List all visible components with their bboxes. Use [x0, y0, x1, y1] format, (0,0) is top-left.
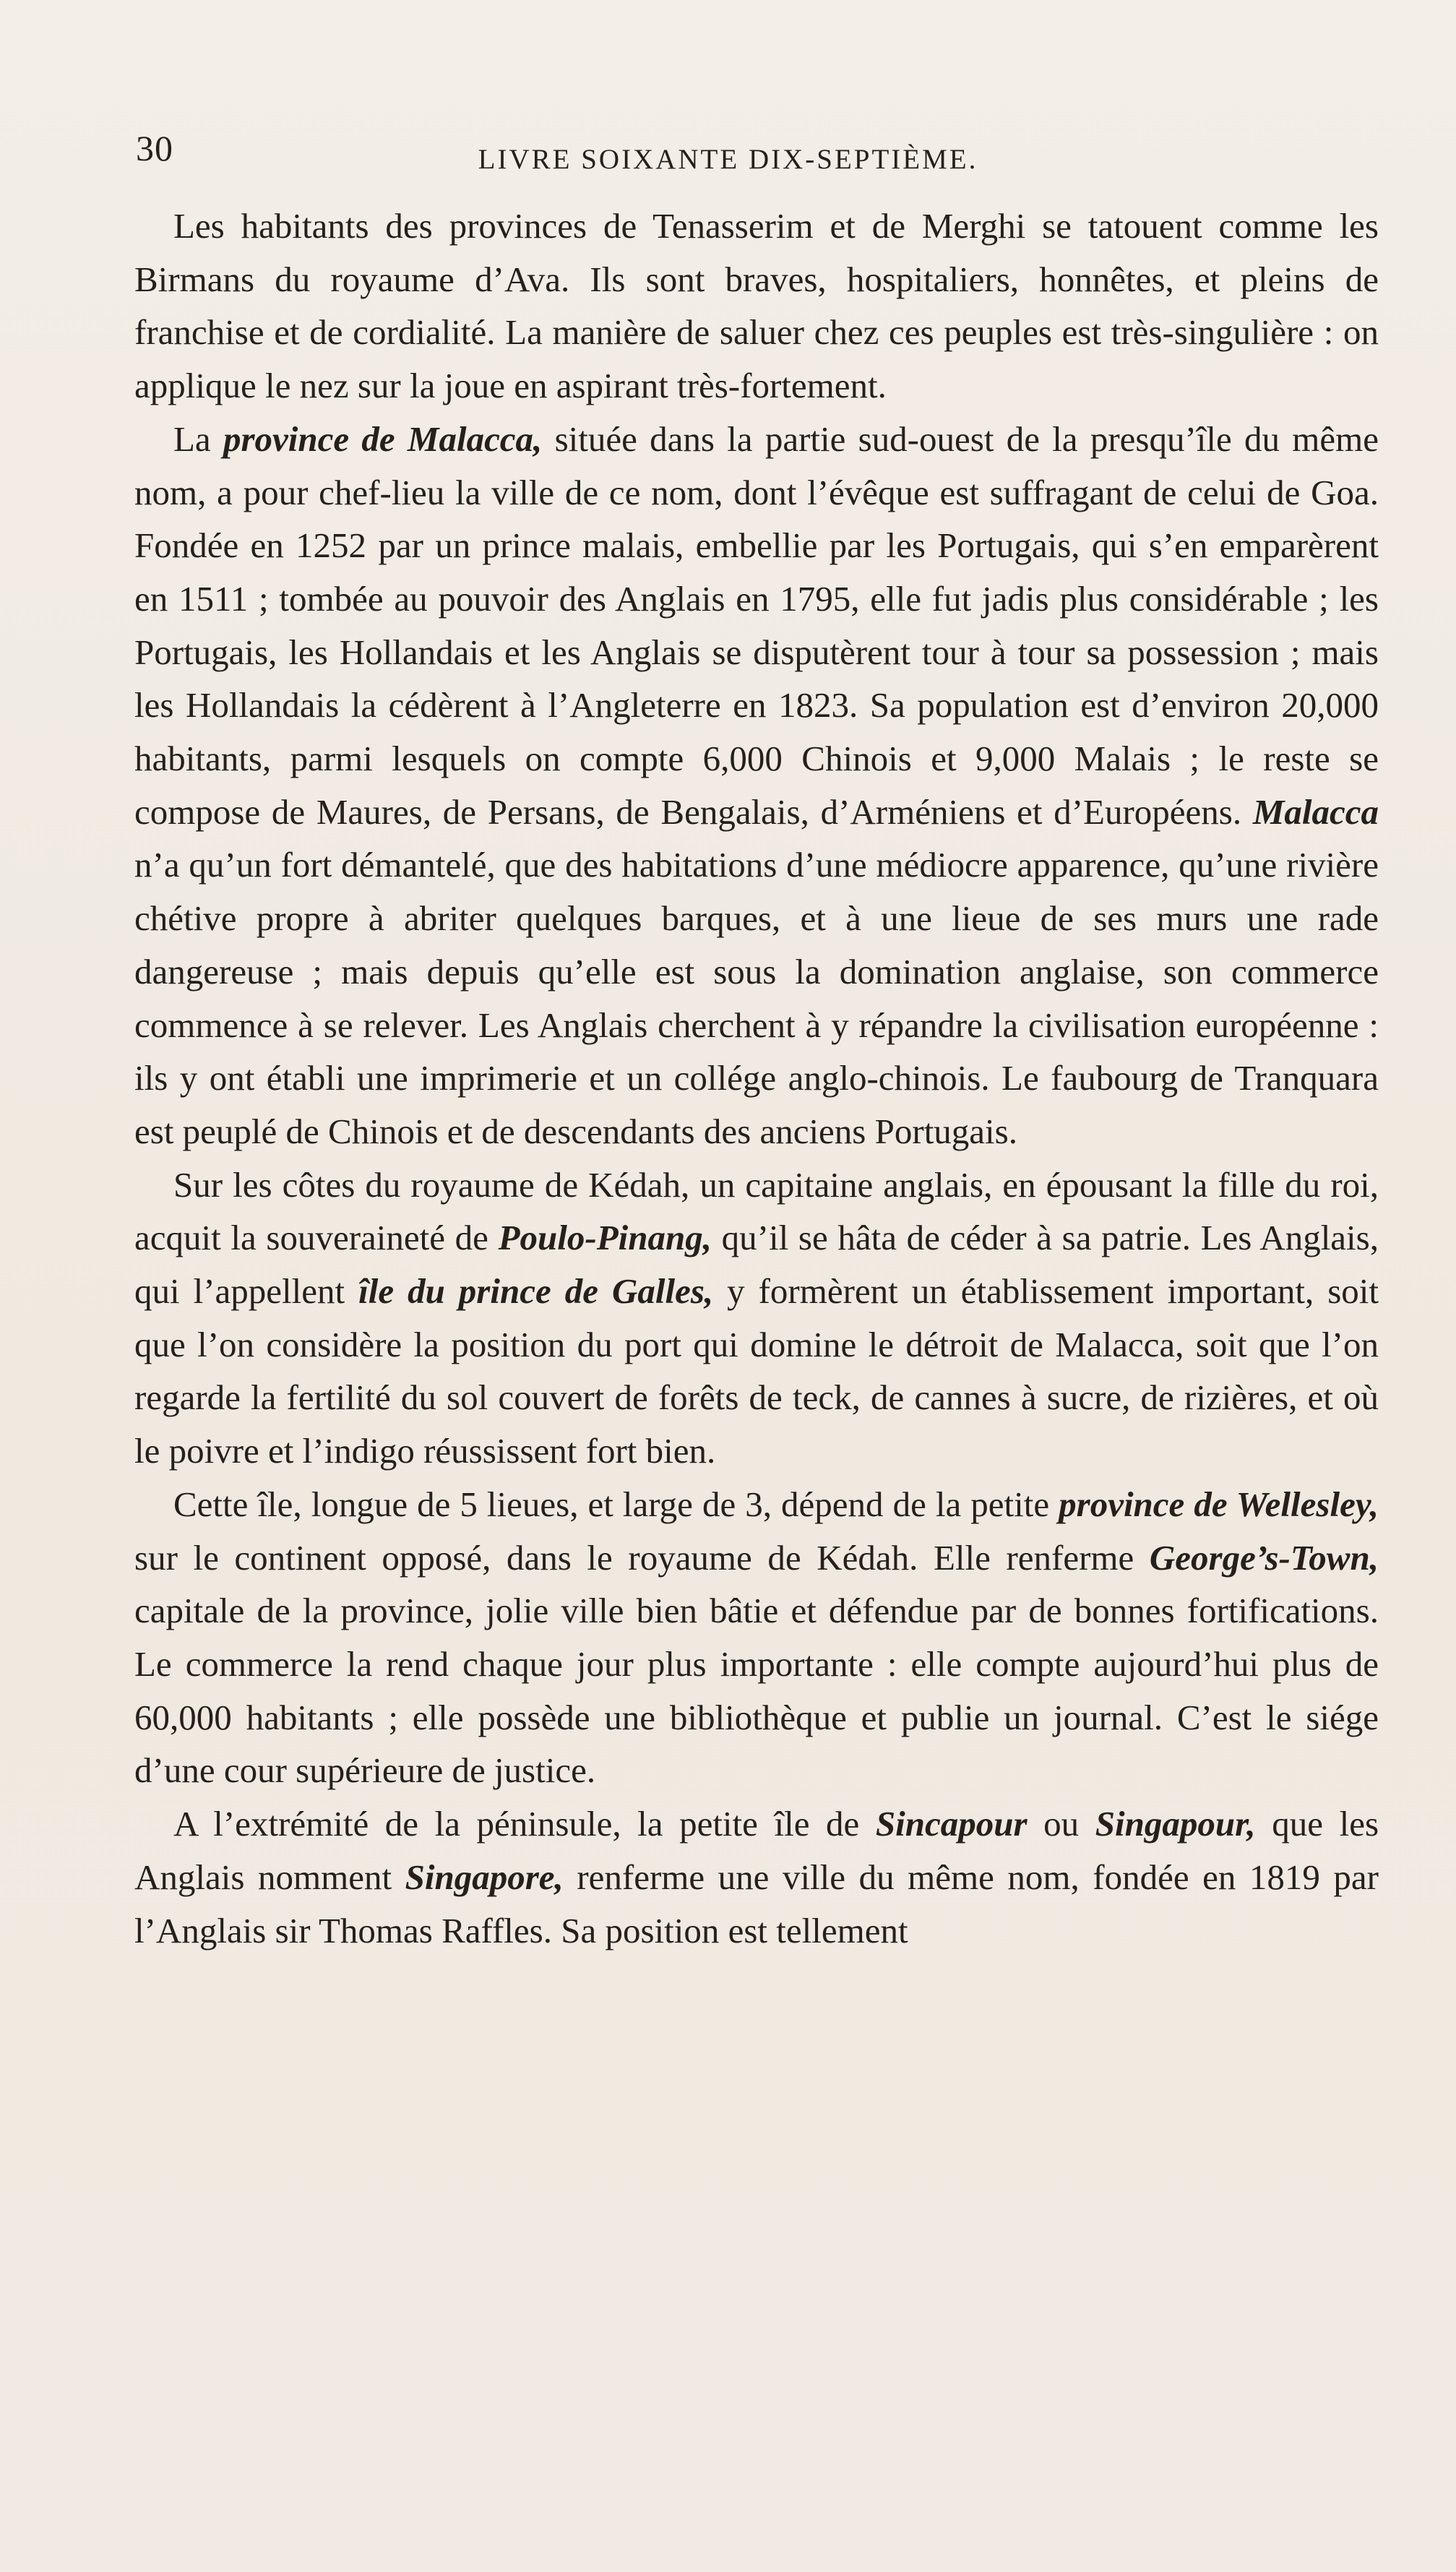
paragraph: [134, 413, 1379, 1158]
italic-term: Poulo-Pinang,: [498, 1218, 712, 1258]
text-run: renferme une ville du même nom, fondée en 1819 par l’Anglais sir Thomas Raffles. Sa position est tellement: [134, 1857, 1379, 1950]
text-run: Les habitants des provinces de Tenasserim et de Merghi se tatouent comme les Birmans du royaume d’Ava. Ils sont braves, hospitaliers, honnêtes, et pleins de franchise et de cordialité. La manière de saluer chez ces peuples est très-singulière : on applique le nez sur la joue en aspirant très-fortement.: [134, 206, 1379, 406]
page-number: 30: [136, 128, 173, 168]
text-run: située dans la partie sud-ouest de la presqu’île du même nom, a pour chef-lieu la ville de ce nom, dont l’évêque est suffragant de celui de Goa. Fondée en 1252 par un prince malais, embellie par les Portugais, qui s’en emparèrent en 1511 ; tombée au pouvoir des Anglais en 1795, elle fut jadis plus considérable ; les Portugais, les Hollandais et les Anglais se disputèrent tour à tour sa possession ; mais les Hollandais la cédèrent à l’Angleterre en 1823. Sa population est d’environ 20,000 habitants, parmi lesquels on compte 6,000 Chinois et 9,000 Malais ; le reste se compose de Maures, de Persans, de Bengalais, d’Arméniens et d’Européens.: [134, 418, 1379, 832]
paragraph: [134, 1158, 1379, 1478]
italic-term: Malacca: [1252, 791, 1379, 832]
body-text: [134, 199, 1379, 1957]
text-run: y formèrent un établissement important, soit que l’on considère la position du port qui domine le détroit de Malacca, soit que l’on regarde la fertilité du sol couvert de forêts de teck, de cannes à sucre, de rizières, et où le poivre et l’indigo réussissent fort bien.: [134, 1271, 1379, 1471]
paragraph: [134, 1797, 1379, 1957]
text-run: capitale de la province, jolie ville bien bâtie et défendue par de bonnes fortifications. Le commerce la rend chaque jour plus importante : elle compte aujourd’hui plus de 60,000 habitants ; elle possède une bibliothèque et publie un journal. C’est le siége d’une cour supérieure de justice.: [134, 1591, 1379, 1791]
text-run: sur le continent opposé, dans le royaume de Kédah. Elle renferme: [134, 1537, 1150, 1578]
italic-term: Singapour,: [1095, 1804, 1256, 1844]
text-run: Sur les côtes du royaume de Kédah, un capitaine anglais, en épousant la fille du roi, acquit la souveraineté de: [134, 1164, 1379, 1258]
text-run: que les Anglais nomment: [134, 1804, 1379, 1897]
text-run: qu’il se hâta de céder à sa patrie. Les Anglais, qui l’appellent: [134, 1218, 1379, 1312]
italic-term: Sincapour: [875, 1804, 1028, 1844]
text-run: La: [173, 418, 223, 459]
running-title: LIVRE SOIXANTE DIX-SEPTIÈME.: [478, 144, 978, 175]
italic-term: province de Malacca,: [223, 418, 543, 459]
italic-term: province de Wellesley,: [1059, 1484, 1379, 1524]
italic-term: île du prince de Galles,: [358, 1271, 714, 1312]
text-run: n’a qu’un fort démantelé, que des habitations d’une médiocre apparence, qu’une rivière chétive propre à abriter quelques barques, et à une lieue de ses murs une rade dangereuse ; mais depuis qu’elle est sous la domination anglaise, son commerce commence à se relever. Les Anglais cherchent à y répandre la civilisation européenne : ils y ont établi une imprimerie et un collége anglo-chinois. Le faubourg de Tranquara est peuplé de Chinois et de descendants des anciens Portugais.: [134, 845, 1379, 1151]
text-run: ou: [1027, 1804, 1095, 1844]
italic-term: Singapore,: [405, 1857, 564, 1897]
paragraph: [134, 199, 1379, 413]
text-run: Cette île, longue de 5 lieues, et large de 3, dépend de la petite: [173, 1484, 1059, 1524]
italic-term: George’s-Town,: [1149, 1537, 1379, 1578]
text-run: A l’extrémité de la péninsule, la petite île de: [173, 1804, 876, 1844]
paragraph: [134, 1478, 1379, 1797]
